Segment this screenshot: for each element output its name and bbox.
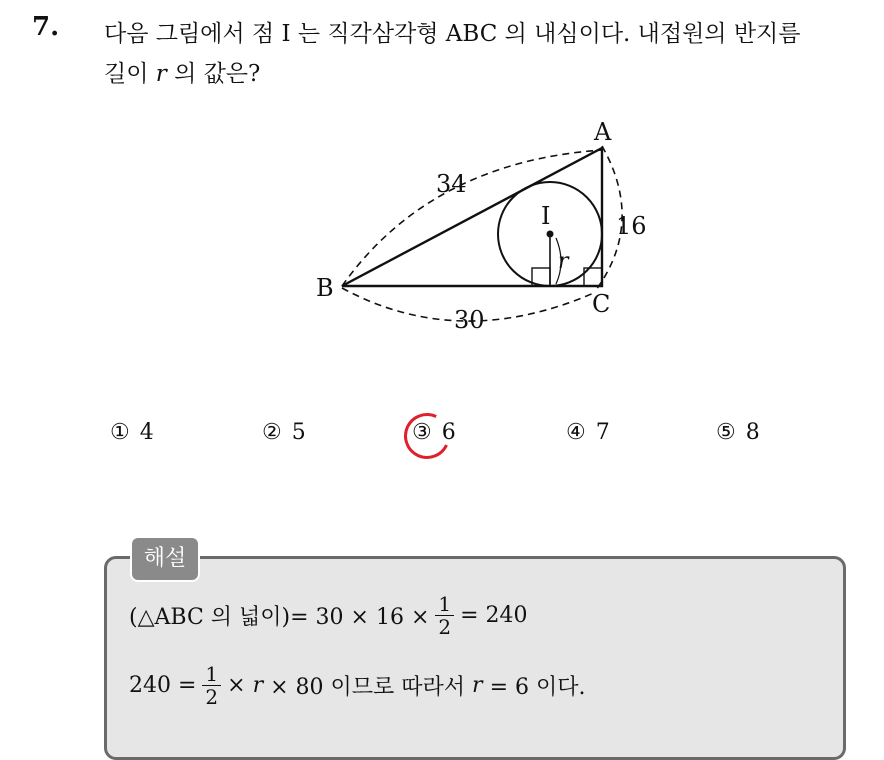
solution-line-1-prefix: (△ABC 의 넓이)= 30 × 16 × <box>129 605 430 630</box>
triangle-diagram <box>300 112 660 342</box>
question-number: 7. <box>32 12 60 42</box>
label-b: B <box>316 274 334 302</box>
incenter-point <box>547 231 554 238</box>
solution-line-2-end: = 6 이다. <box>489 675 586 700</box>
question-line-1: 다음 그림에서 점 I 는 직각삼각형 ABC 의 내심이다. 내접원의 반지름 <box>104 21 801 47</box>
choice-4-mark: ④ <box>566 420 586 445</box>
triangle-figure <box>300 112 660 342</box>
label-side-ac: 16 <box>616 212 647 240</box>
question-line-2 <box>104 54 874 94</box>
solution-line-1-suffix: = 240 <box>460 603 528 628</box>
label-i: I <box>541 202 551 230</box>
label-side-ab: 34 <box>436 170 467 198</box>
solution-var-r: r <box>252 673 264 698</box>
fraction-numerator: 1 <box>202 663 221 686</box>
question-text <box>104 14 874 94</box>
fraction-denominator: 2 <box>438 615 452 639</box>
choice-1-value: 4 <box>139 420 154 445</box>
choice-4[interactable] <box>566 420 610 445</box>
choice-4-value: 7 <box>595 420 610 445</box>
variable-r: r <box>155 61 167 87</box>
choice-2-value: 5 <box>291 420 306 445</box>
fraction-half-1 <box>435 593 454 638</box>
choice-5-value: 8 <box>745 420 760 445</box>
fraction-half-2 <box>202 663 221 708</box>
choice-1[interactable] <box>110 420 154 445</box>
choice-2-mark: ② <box>262 420 282 445</box>
solution-line-2-rest: × 80 이므로 따라서 <box>270 675 466 700</box>
solution-tag: 해설 <box>130 536 200 582</box>
fraction-numerator: 1 <box>435 593 454 616</box>
solution-line-2 <box>129 663 586 708</box>
label-r: r <box>558 249 569 274</box>
question-line-2-prefix: 길이 <box>104 61 149 87</box>
choice-3-mark: ③ <box>412 420 432 445</box>
choice-5-mark: ⑤ <box>716 420 736 445</box>
choice-5[interactable] <box>716 420 760 445</box>
choice-3[interactable] <box>412 420 456 445</box>
answer-choices <box>110 420 810 456</box>
choice-2[interactable] <box>262 420 306 445</box>
fraction-denominator: 2 <box>205 685 219 709</box>
label-side-bc: 30 <box>454 306 485 334</box>
solution-var-r-2: r <box>472 673 483 698</box>
choice-3-value: 6 <box>441 420 456 445</box>
solution-line-1 <box>129 593 528 638</box>
label-a: A <box>594 118 612 146</box>
question-line-2-suffix: 의 값은? <box>174 61 261 87</box>
choice-1-mark: ① <box>110 420 130 445</box>
solution-box <box>104 556 846 760</box>
label-c: C <box>592 290 611 318</box>
selected-answer-circle <box>398 407 457 466</box>
solution-line-2-prefix: 240 = <box>129 673 197 698</box>
solution-times: × <box>227 673 246 698</box>
